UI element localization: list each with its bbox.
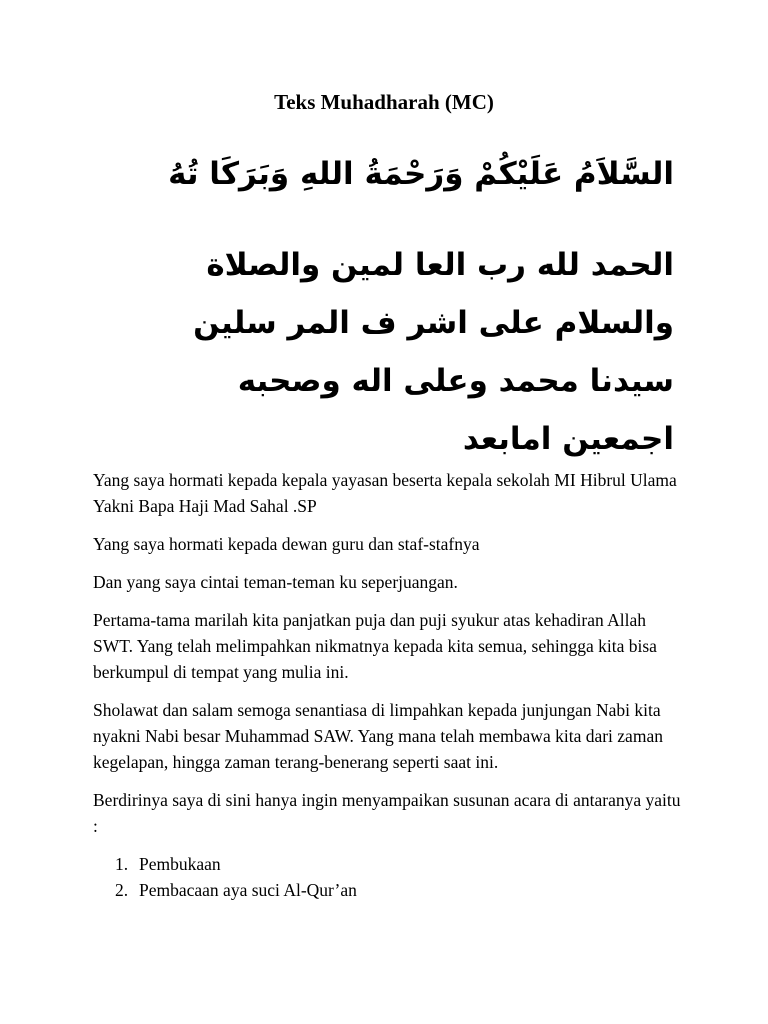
agenda-item-number: 2. xyxy=(115,880,129,900)
agenda-item-number: 1. xyxy=(115,854,129,874)
greeting-paragraph-principal: Yang saya hormati kepada kepala yayasan beserta kepala sekolah MI Hibrul Ulama Yakni Bapa Haji Mad Sahal .SP xyxy=(93,470,677,516)
hamdalah-line: سيدنا محمد وعلى اله وصحبه xyxy=(237,363,674,399)
agenda-intro-paragraph: Berdirinya saya di sini hanya ingin menyampaikan susunan acara di antaranya yaitu : xyxy=(93,790,681,836)
agenda-item xyxy=(93,877,683,903)
arabic-hamdalah xyxy=(94,236,674,468)
gratitude-paragraph: Pertama-tama marilah kita panjatkan puja dan puji syukur atas kehadiran Allah SWT. Yang telah melimpahkan nikmatnya kepada kita semua, sehingga kita bisa berkumpul di tempat yang mulia ini. xyxy=(93,610,657,682)
agenda-item-text: Pembacaan aya suci Al-Qur’an xyxy=(139,880,357,900)
greeting-paragraph-friends: Dan yang saya cintai teman-teman ku seperjuangan. xyxy=(93,572,458,592)
greeting-paragraph-teachers: Yang saya hormati kepada dewan guru dan staf-stafnya xyxy=(93,534,480,554)
arabic-salam-greeting: السَّلاَمُ عَلَيْكُمْ وَرَحْمَةُ اللهِ وَبَرَكَا تُهُ xyxy=(168,156,674,192)
hamdalah-line: الحمد لله رب العا لمين والصلاة xyxy=(206,247,674,283)
speech-body xyxy=(93,467,683,903)
agenda-item xyxy=(93,851,683,877)
hamdalah-line: اجمعين امابعد xyxy=(462,421,674,457)
sholawat-paragraph: Sholawat dan salam semoga senantiasa di limpahkan kepada junjungan Nabi kita nyakni Nabi besar Muhammad SAW. Yang mana telah membawa kita dari zaman kegelapan, hingga zaman terang-benerang seperti saat ini. xyxy=(93,700,663,772)
agenda-item-text: Pembukaan xyxy=(139,854,221,874)
agenda-list xyxy=(93,851,683,903)
document-title: Teks Muhadharah (MC) xyxy=(274,90,494,114)
hamdalah-line: والسلام على اشر ف المر سلين xyxy=(193,305,674,341)
